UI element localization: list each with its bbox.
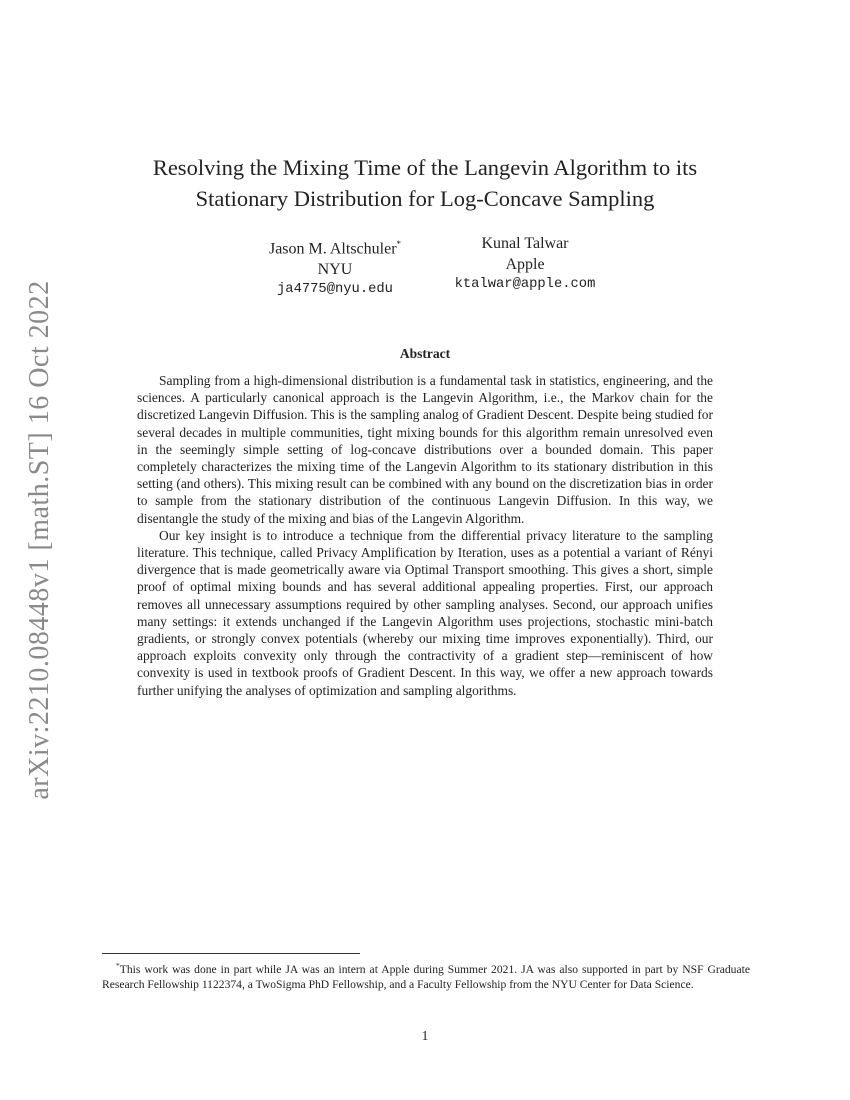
footnote-divider	[102, 953, 360, 954]
author-affiliation: NYU	[317, 260, 353, 278]
paper-title-line-1: Resolving the Mixing Time of the Langevin Algorithm to its	[152, 155, 698, 180]
author-footnote-mark: *	[396, 239, 402, 249]
arxiv-identifier-stamp: arXiv:2210.08448v1 [math.ST] 16 Oct 2022	[24, 280, 55, 800]
author-block-talwar	[430, 234, 620, 296]
author-name: Jason M. Altschuler*	[268, 239, 402, 258]
abstract-paragraph-2: Our key insight is to introduce a technique from the differential privacy literature to the sampling literature. This technique, called Privacy Amplification by Iteration, uses as a potential a variant of Rényi divergence that is made geometrically aware via Optimal Transport smoothing. This gives a short, simple proof of optimal mixing bounds and has several additional appealing properties. First, our approach removes all unnecessary assumptions required by other sampling analyses. Second, our approach unifies many settings: it extends unchanged if the Langevin Algorithm uses projections, stochastic mini-batch gradients, or strongly convex potentials (whereby our mixing time improves exponentially). Third, our approach exploits convexity only through the contractivity of a gradient step—reminiscent of how convexity is used in textbook proofs of Gradient Descent. In this way, we offer a new approach towards further unifying the analyses of optimization and sampling algorithms.	[137, 527, 713, 698]
footnote-text: This work was done in part while JA was an intern at Apple during Summer 2021. JA was also supported in part by NSF Graduate Research Fellowship 1122374, a TwoSigma PhD Fellowship, and a Faculty Fellowship from the NYU Center for Data Science.	[102, 962, 750, 992]
author-block-altschuler	[240, 234, 430, 301]
paper-title	[0, 152, 850, 214]
author-email: ktalwar@apple.com	[454, 277, 596, 292]
author-email: ja4775@nyu.edu	[277, 282, 393, 298]
abstract-body	[137, 372, 713, 699]
author-affiliation: Apple	[505, 255, 545, 273]
author-name: Kunal Talwar	[481, 235, 569, 252]
footnote	[102, 958, 750, 993]
page-number: 1	[421, 1028, 429, 1043]
footnote-mark: *	[116, 961, 120, 970]
paper-title-line-2: Stationary Distribution for Log-Concave Sampling	[195, 186, 655, 211]
abstract-paragraph-1: Sampling from a high-dimensional distribution is a fundamental task in statistics, engineering, and the sciences. A particularly canonical approach is the Langevin Algorithm, i.e., the Markov chain for the discretized Langevin Diffusion. This is the sampling analog of Gradient Descent. Despite being studied for several decades in multiple communities, tight mixing bounds for this algorithm remain unresolved even in the seemingly simple setting of log-concave distributions over a bounded domain. This paper completely characterizes the mixing time of the Langevin Algorithm to its stationary distribution in this setting (and others). This mixing result can be combined with any bound on the discretization bias in order to sample from the stationary distribution of the continuous Langevin Diffusion. In this way, we disentangle the study of the mixing and bias of the Langevin Algorithm.	[137, 373, 713, 526]
abstract-heading: Abstract	[399, 346, 451, 361]
